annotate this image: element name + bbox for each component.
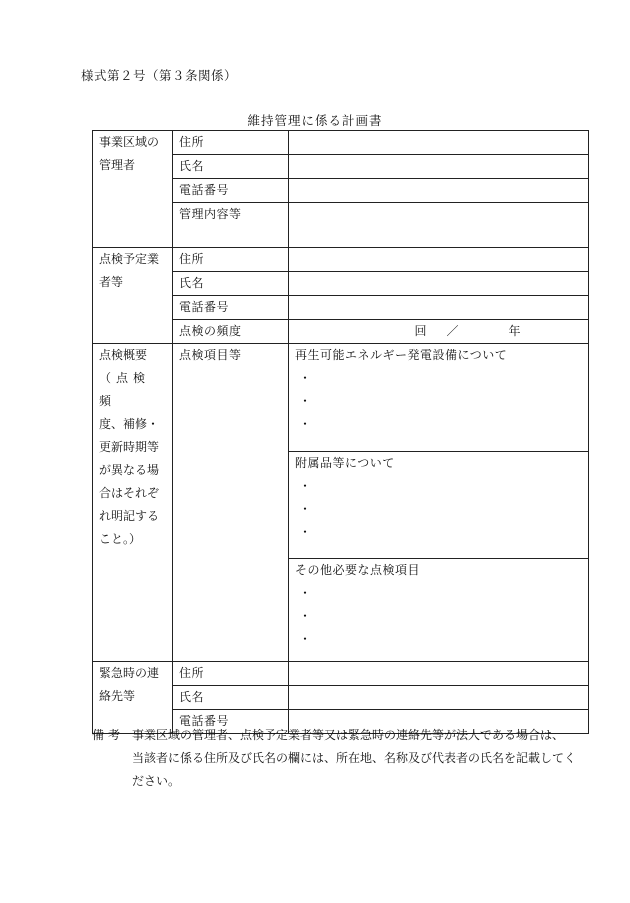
section-label-emergency: 緊急時の連 絡先等: [93, 662, 173, 734]
inspector-address-field[interactable]: [289, 248, 589, 272]
row-label-name: 氏名: [173, 272, 289, 296]
row-label-inspection-items: 点検項目等: [173, 344, 289, 662]
section-label-operator: 事業区域の 管理者: [93, 131, 173, 248]
operator-phone-field[interactable]: [289, 179, 589, 203]
inspector-phone-field[interactable]: [289, 296, 589, 320]
row-label-management: 管理内容等: [173, 203, 289, 248]
operator-address-field[interactable]: [289, 131, 589, 155]
table-row: [93, 344, 589, 452]
row-label-frequency: 点検の頻度: [173, 320, 289, 344]
operator-management-field[interactable]: [289, 203, 589, 248]
row-label-name: 氏名: [173, 155, 289, 179]
form-number: 様式第２号（第３条関係）: [81, 68, 238, 83]
remarks-label: 備考: [92, 728, 125, 742]
row-label-name: 氏名: [173, 686, 289, 710]
times-unit: 回: [414, 324, 429, 338]
operator-name-field[interactable]: [289, 155, 589, 179]
section-label-overview: 点検概要 （点検頻 度、補修・ 更新時期等 が異なる場 合はそれぞ れ明記する こと。）: [93, 344, 173, 662]
row-label-address: 住所: [173, 248, 289, 272]
row-label-phone: 電話番号: [173, 179, 289, 203]
inspector-name-field[interactable]: [289, 272, 589, 296]
emergency-address-field[interactable]: [289, 662, 589, 686]
table-row: [93, 662, 589, 686]
inspection-block-equipment[interactable]: 再生可能エネルギー発電設備について ・ ・ ・: [289, 344, 589, 452]
slash: ／: [446, 324, 461, 338]
page-title: 維持管理に係る計画書: [247, 113, 383, 128]
row-label-address: 住所: [173, 131, 289, 155]
remarks-text: 事業区域の管理者、点検予定業者等又は緊急時の連絡先等が法人である場合は、 当該者に係る住所及び氏名の欄には、所在地、名称及び代表者の氏名を記載してく ださい。: [132, 728, 577, 788]
table-row: [93, 131, 589, 155]
table-row: [93, 248, 589, 272]
year-unit: 年: [508, 324, 523, 338]
maintenance-plan-table: [92, 130, 589, 734]
inspection-block-other[interactable]: その他必要な点検項目 ・ ・ ・: [289, 559, 589, 662]
inspection-frequency-field[interactable]: [289, 320, 589, 344]
emergency-name-field[interactable]: [289, 686, 589, 710]
inspection-block-accessories[interactable]: 附属品等について ・ ・ ・: [289, 452, 589, 559]
row-label-address: 住所: [173, 662, 289, 686]
row-label-phone: 電話番号: [173, 710, 289, 734]
row-label-phone: 電話番号: [173, 296, 289, 320]
section-label-inspector: 点検予定業 者等: [93, 248, 173, 344]
